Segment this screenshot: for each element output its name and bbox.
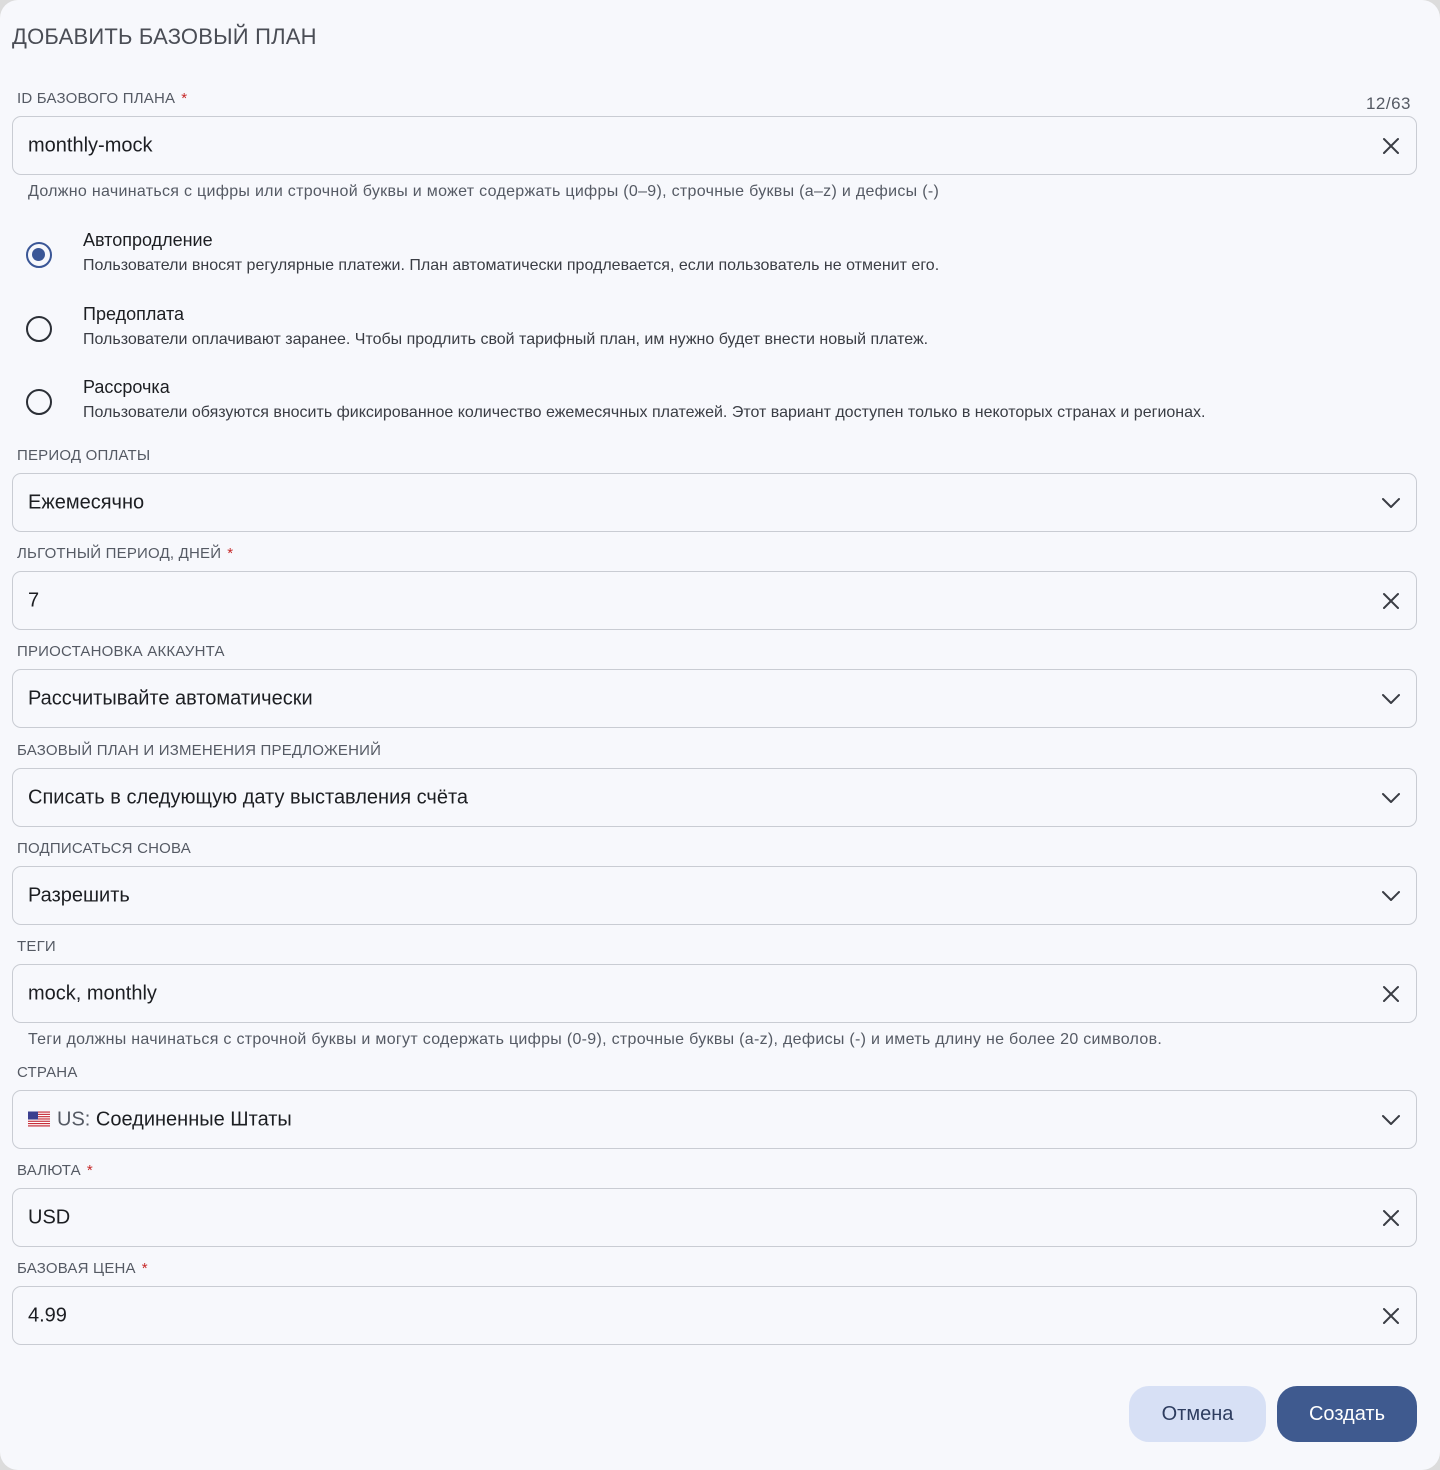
create-button[interactable]: Создать — [1277, 1386, 1417, 1442]
currency-input[interactable] — [12, 1188, 1417, 1247]
required-mark: * — [86, 1162, 93, 1179]
radio-title-installments: Рассрочка — [83, 377, 170, 397]
radio-button-prepaid[interactable] — [26, 316, 52, 342]
plan-id-label-text: ID БАЗОВОГО ПЛАНА — [17, 90, 176, 107]
country-name: Соединенные Штаты — [95, 1108, 292, 1130]
clear-icon[interactable] — [1376, 1203, 1406, 1233]
plan-id-char-counter: 12/63 — [1365, 94, 1411, 113]
country-code: US: — [57, 1108, 91, 1130]
country-label: СТРАНА — [17, 1064, 78, 1081]
clear-icon[interactable] — [1376, 131, 1406, 161]
country-value — [28, 1108, 292, 1131]
account-hold-value: Рассчитывайте автоматически — [28, 687, 313, 709]
radio-title-auto-renew: Автопродление — [83, 230, 213, 250]
clear-icon[interactable] — [1376, 1301, 1406, 1331]
billing-period-value: Ежемесячно — [28, 491, 145, 513]
clear-icon[interactable] — [1376, 586, 1406, 616]
plan-id-value: monthly-mock — [28, 134, 153, 156]
base-price-value: 4.99 — [28, 1304, 67, 1326]
chevron-down-icon[interactable] — [1376, 488, 1406, 518]
tags-value: mock, monthly — [28, 982, 157, 1004]
us-flag-icon — [28, 1111, 50, 1126]
plan-changes-select[interactable] — [12, 768, 1417, 827]
grace-period-input[interactable] — [12, 571, 1417, 630]
plan-id-helper-text: Должно начинаться с цифры или строчной буквы и может содержать цифры (0–9), строчные буквы (a–z) и дефисы (-) — [28, 183, 940, 200]
dialog-title: ДОБАВИТЬ БАЗОВЫЙ ПЛАН — [12, 24, 317, 49]
resubscribe-select[interactable] — [12, 866, 1417, 925]
currency-value: USD — [28, 1206, 71, 1228]
plan-id-label — [17, 90, 187, 107]
radio-option-auto-renew[interactable] — [24, 230, 1404, 294]
tags-label: ТЕГИ — [17, 938, 56, 955]
chevron-down-icon[interactable] — [1376, 684, 1406, 714]
radio-description-auto-renew: Пользователи вносят регулярные платежи. План автоматически продлевается, если пользователь не отменит его. — [83, 257, 940, 274]
grace-period-label-text: ЛЬГОТНЫЙ ПЕРИОД, ДНЕЙ — [17, 545, 222, 562]
clear-icon[interactable] — [1376, 979, 1406, 1009]
radio-title-prepaid: Предоплата — [83, 304, 184, 324]
required-mark: * — [141, 1260, 148, 1277]
cancel-button[interactable]: Отмена — [1129, 1386, 1266, 1442]
radio-option-installments[interactable] — [24, 377, 1404, 441]
base-price-input[interactable] — [12, 1286, 1417, 1345]
base-price-label — [17, 1260, 148, 1277]
radio-option-prepaid[interactable] — [24, 304, 1404, 368]
chevron-down-icon[interactable] — [1376, 881, 1406, 911]
account-hold-select[interactable] — [12, 669, 1417, 728]
tags-input[interactable] — [12, 964, 1417, 1023]
tags-helper-text: Теги должны начинаться с строчной буквы и могут содержать цифры (0-9), строчные буквы (a-z), дефисы (-) и иметь длину не более 20 символов. — [28, 1031, 1163, 1048]
chevron-down-icon[interactable] — [1376, 1105, 1406, 1135]
grace-period-value: 7 — [28, 589, 40, 611]
billing-period-select[interactable] — [12, 473, 1417, 532]
required-mark: * — [227, 545, 234, 562]
billing-period-label: ПЕРИОД ОПЛАТЫ — [17, 447, 151, 464]
required-mark: * — [181, 90, 188, 107]
plan-changes-label: БАЗОВЫЙ ПЛАН И ИЗМЕНЕНИЯ ПРЕДЛОЖЕНИЙ — [17, 742, 382, 759]
plan-changes-value: Списать в следующую дату выставления счёта — [28, 786, 468, 808]
radio-button-installments[interactable] — [26, 389, 52, 415]
base-price-label-text: БАЗОВАЯ ЦЕНА — [17, 1260, 136, 1277]
currency-label-text: ВАЛЮТА — [17, 1162, 81, 1179]
plan-id-input[interactable] — [12, 116, 1417, 175]
currency-label — [17, 1162, 93, 1179]
grace-period-label — [17, 545, 233, 562]
radio-description-installments: Пользователи обязуются вносить фиксированное количество ежемесячных платежей. Этот вариант доступен только в некоторых странах и регионах. — [83, 404, 1206, 421]
resubscribe-value: Разрешить — [28, 884, 130, 906]
country-select[interactable] — [12, 1090, 1417, 1149]
chevron-down-icon[interactable] — [1376, 783, 1406, 813]
account-hold-label: ПРИОСТАНОВКА АККАУНТА — [17, 643, 225, 660]
radio-button-auto-renew[interactable] — [26, 242, 52, 268]
radio-description-prepaid: Пользователи оплачивают заранее. Чтобы продлить свой тарифный план, им нужно будет внести новый платеж. — [83, 331, 929, 348]
resubscribe-label: ПОДПИСАТЬСЯ СНОВА — [17, 840, 191, 857]
